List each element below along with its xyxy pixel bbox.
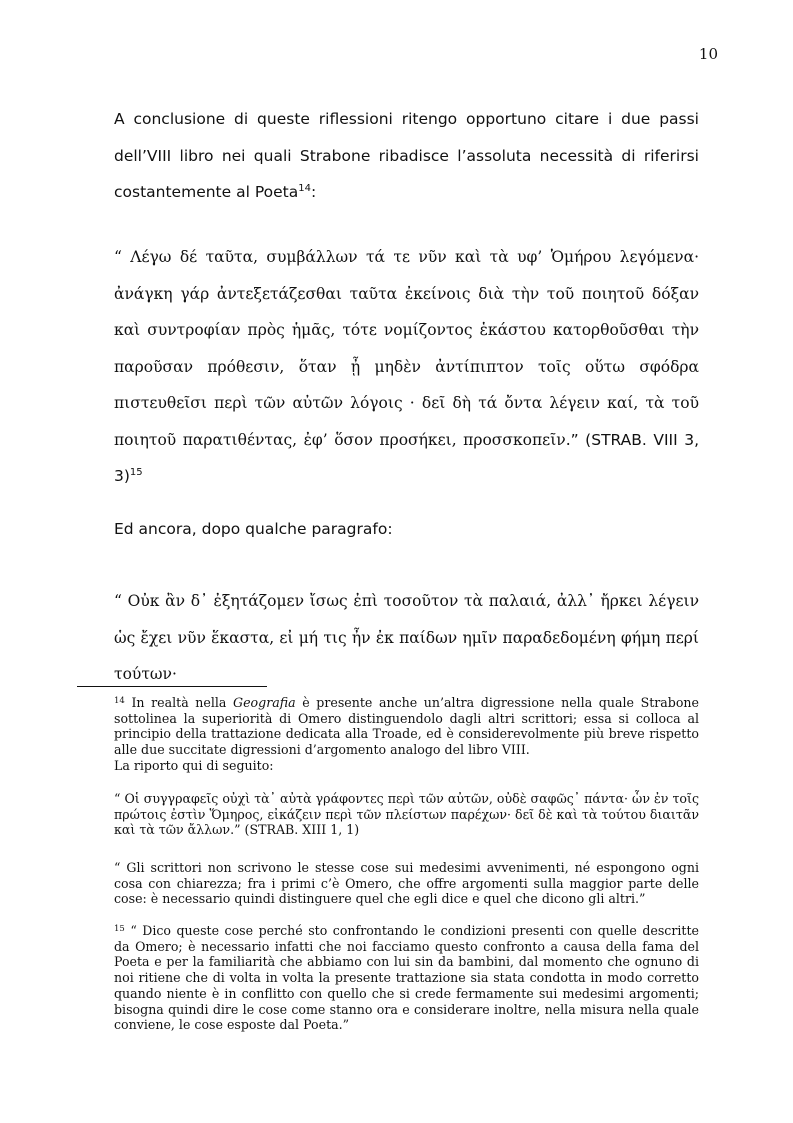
greek-quote-1 (114, 239, 699, 495)
greek-quote-2: “ Οὐκ ἂν δ᾽ ἐξητάζομεν ἴσως ἐπὶ τοσοῦτον τὰ παλαιά, ἀλλ᾽ ἤρκει λέγειν ὡς ἔχει νῦν ἕκαστα, εἰ μή τις ἦν ἐκ παίδων ημῖν παραδεδομένη φήμη περί τούτων· (114, 592, 699, 683)
intro-paragraph (114, 101, 699, 211)
footnote-ref-15[interactable]: 15 (129, 466, 143, 478)
transition-paragraph: Ed ancora, dopo qualche paragrafo: (114, 520, 393, 538)
footnote-14-number: 14 (114, 696, 125, 706)
footnote-14 (114, 694, 699, 774)
page-number: 10 (698, 45, 718, 63)
footnote-14-translation: “ Gli scrittori non scrivono le stesse cose sui medesimi avvenimenti, né espongono ogni cosa con chiarezza; fra i primi c’è Omero, che offre argomenti sulla maggior parte delle cose: è necessario quindi distinguere quel che egli dice e quel che dicono gli altri.” (114, 860, 699, 907)
footnote-14-text-a: In realtà nella (131, 695, 227, 710)
intro-end: : (310, 183, 317, 201)
footnote-15 (114, 922, 699, 1033)
footnote-ref-14[interactable]: 14 (298, 182, 311, 194)
footnote-15-text: “ Dico queste cose perché sto confrontando le condizioni presenti con quelle descritte da Omero; è necessario infatti che noi facciamo questo confronto a causa della fama del Poeta e per la familiarità che abbiamo con lui sin da bambini, dal momento che ognuno di noi ritiene che di volta in volta la presente trattazione sia stata condotta in modo corretto quando niente è in conflitto con quello che si crede fermamente sui medesimi argomenti; bisogna quindi dire le cose come stanno ora e considerare inoltre, nella misura nella quale conviene, le cose esposte dal Poeta.” (114, 923, 699, 1033)
footnote-14-text-c: La riporto qui di seguito: (114, 757, 274, 773)
footnote-14-italic-title: Geografia (233, 695, 296, 710)
footnote-14-text-b: è presente anche un’altra digressione nella quale Strabone sottolinea la superiorità di Omero distinguendolo dagli altri scrittori; essa si colloca al principio della trattazione dedicata alla Troade, ed è considerevolmente più breve rispetto alle due succitate digressioni d’argomento analogo del libro VIII. (114, 695, 699, 758)
footnote-14-greek-quote: “ Οἱ συγγραφεῖς οὐχὶ τὰ᾽ αὐτὰ γράφοντες περὶ τῶν αὐτῶν, οὐδὲ σαφῶς᾽ πάντα· ὧν ἐν τοῖς πρώτοις ἐστὶν Ὅμηρος, εἰκάζειν περὶ τῶν πλείστων παρέχων· δεῖ δὲ καὶ τὰ τούτου διαιτᾶν καὶ τὰ τῶν ἄλλων.” (STRAB. XIII 1, 1) (114, 791, 699, 838)
footnote-15-number: 15 (114, 924, 125, 934)
quote-1-citation: ” (STRAB. VIII 3, 3) (114, 430, 700, 485)
greek-quote-1-text: “ Λέγω δέ ταῦτα, συμβάλλων τά τε νῦν καὶ τὰ υφ’ Ὁμήρου λεγόμενα· ἀνάγκη γάρ ἀντεξετάζεσθαι ταῦτα ἐκείνοις διὰ τὴν τοῦ ποιητοῦ δόξαν καὶ συντροφίαν πρὸς ἡμᾶς, τότε νομίζοντος ἑκάστου κατορθοῦσθαι τὴν παροῦσαν πρόθεσιν, ὅταν ᾖ μηδὲν ἀντίπιπτον τοῖς οὕτω σφόδρα πιστευθεῖσι περὶ τῶν αὐτῶν λόγοις · δεῖ δὴ τά ὄντα λέγειν καί, τὰ τοῦ ποιητοῦ παρατιθέντας, ἐφ’ ὅσον προσήκει, προσσκοπεῖν. (114, 248, 699, 449)
footnote-separator (77, 686, 267, 687)
intro-text: A conclusione di queste riflessioni ritengo opportuno citare i due passi dell’VIII libro nei quali Strabone ribadisce l’assoluta necessità di riferirsi costantemente al Poeta (114, 110, 699, 201)
